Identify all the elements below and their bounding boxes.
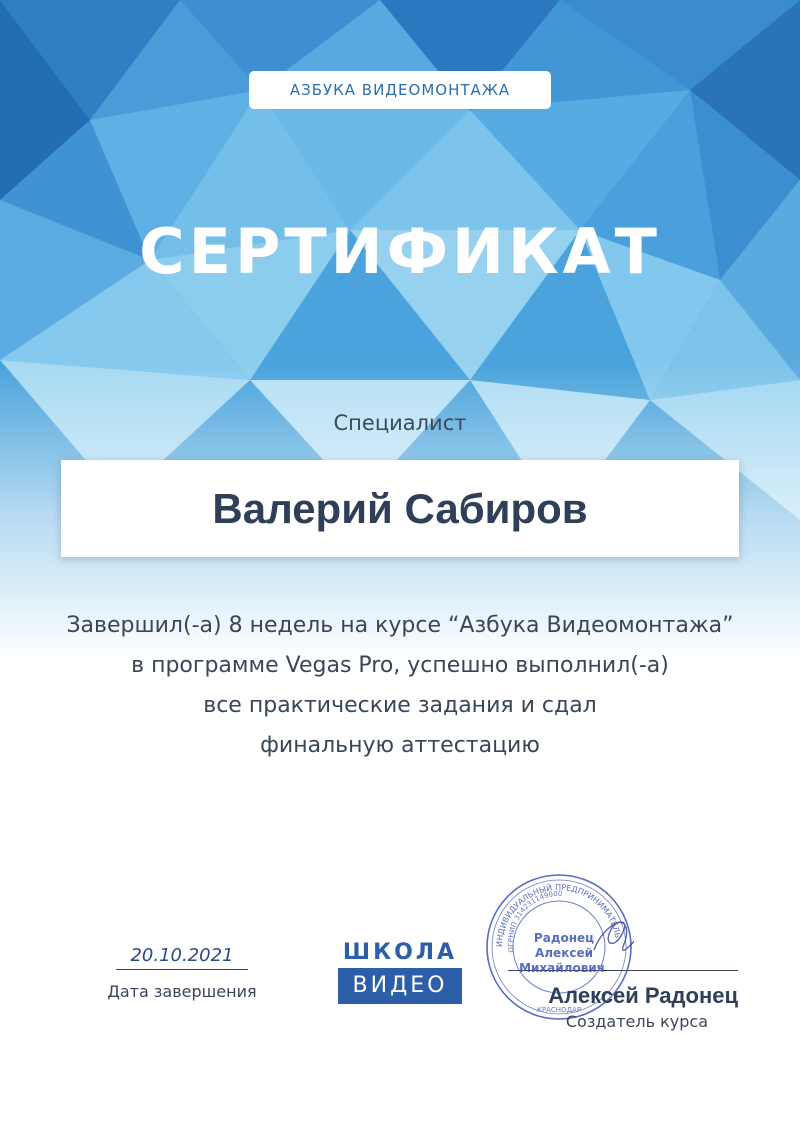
stamp-inner-line: Михайлович	[519, 961, 605, 975]
stamp-inner-line: Алексей	[534, 946, 594, 960]
stamp-ogrnip: ОГРНИП 314231149000	[506, 889, 563, 954]
brand-badge	[249, 71, 551, 109]
description-line: все практические задания и сдал	[203, 693, 597, 718]
school-logo	[338, 940, 462, 1004]
description-line: финальную аттестацию	[260, 733, 540, 758]
stamp-outer-text: ИНДИВИДУАЛЬНЫЙ ПРЕДПРИНИМАТЕЛЬ	[494, 882, 623, 948]
stamp-inner-line: Радонец	[533, 931, 595, 945]
creator-title: Создатель курса	[565, 1012, 708, 1031]
completion-date-label: Дата завершения	[107, 982, 257, 1001]
logo-top-text: ШКОЛА	[342, 940, 458, 965]
creator-name: Алексей Радонец	[548, 983, 738, 1008]
brand-text: АЗБУКА ВИДЕОМОНТАЖА	[289, 81, 511, 99]
recipient-name-box	[61, 460, 739, 557]
stamp-city: КРАСНОДАР	[536, 1006, 582, 1014]
description-line: в программе Vegas Pro, успешно выполнил(-а)	[131, 653, 669, 678]
recipient-role: Специалист	[333, 411, 467, 435]
logo-bottom-text: ВИДЕО	[338, 968, 462, 1004]
completion-date: 20.10.2021	[116, 942, 248, 970]
certificate-title: СЕРТИФИКАТ	[139, 215, 661, 288]
recipient-name: Валерий Сабиров	[212, 484, 588, 532]
description-line: Завершил(-а) 8 недель на курсе “Азбука Видеомонтажа”	[66, 613, 734, 638]
completion-date-block	[92, 942, 272, 1001]
course-description	[0, 606, 800, 766]
